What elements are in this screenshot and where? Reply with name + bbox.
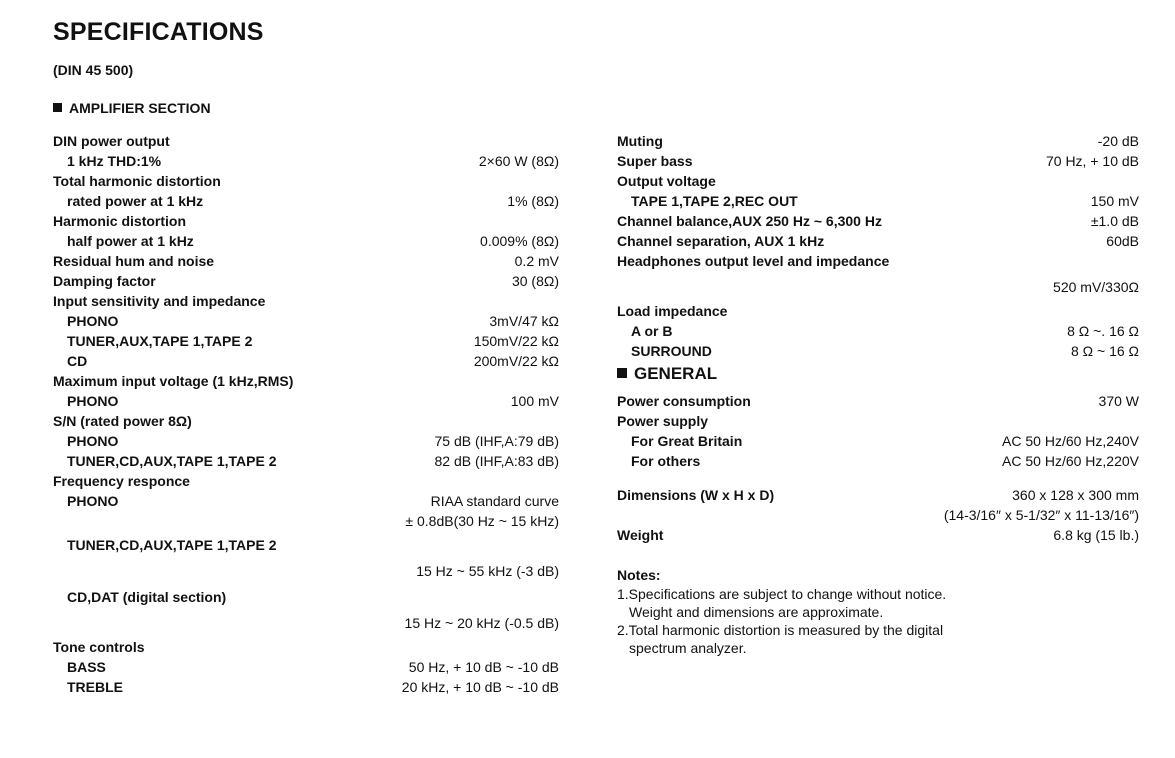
spec-row: TUNER,CD,AUX,TAPE 1,TAPE 2 82 dB (IHF,A:83 dB) bbox=[67, 453, 559, 469]
spec-row-power-consumption: Power consumption 370 W bbox=[617, 393, 1139, 409]
spec-row-load-impedance: Load impedance bbox=[617, 303, 728, 319]
spec-row: 1 kHz THD:1% 2×60 W (8Ω) bbox=[67, 153, 559, 169]
page-title: SPECIFICATIONS bbox=[53, 18, 264, 46]
spec-row-output-voltage: Output voltage bbox=[617, 173, 716, 189]
spec-row: PHONO 75 dB (IHF,A:79 dB) bbox=[67, 433, 559, 449]
spec-row-dimensions-inches: (14-3/16″ x 5-1/32″ x 11-13/16″) bbox=[943, 507, 1139, 523]
spec-row-a-or-b: A or B 8 Ω ~. 16 Ω bbox=[631, 323, 1139, 339]
spec-row: Total harmonic distortion bbox=[53, 173, 221, 189]
spec-row-channel-separation: Channel separation, AUX 1 kHz 60dB bbox=[617, 233, 1139, 249]
spec-row-channel-balance: Channel balance,AUX 250 Hz ~ 6,300 Hz ±1.0 dB bbox=[617, 213, 1139, 229]
spec-row: TREBLE 20 kHz, + 10 dB ~ -10 dB bbox=[67, 679, 559, 695]
spec-row: Harmonic distortion bbox=[53, 213, 187, 229]
right-spec-list bbox=[617, 131, 1139, 657]
spec-row: Maximum input voltage (1 kHz,RMS) bbox=[53, 373, 294, 389]
spec-row: half power at 1 kHz 0.009% (8Ω) bbox=[67, 233, 559, 249]
spec-row: DIN power output bbox=[53, 133, 170, 149]
standard-subtitle: (DIN 45 500) bbox=[53, 62, 134, 78]
amplifier-section-heading: AMPLIFIER SECTION bbox=[53, 100, 211, 116]
spec-row: CD 200mV/22 kΩ bbox=[67, 353, 559, 369]
spec-row-headphones-value: 520 mV/330Ω bbox=[1053, 279, 1139, 295]
spec-row: PHONO 100 mV bbox=[67, 393, 559, 409]
square-bullet-icon bbox=[617, 368, 627, 378]
spec-row: TUNER,CD,AUX,TAPE 1,TAPE 2 bbox=[67, 537, 277, 553]
amplifier-spec-list bbox=[53, 131, 559, 697]
spec-row-surround: SURROUND 8 Ω ~ 16 Ω bbox=[631, 343, 1139, 359]
spec-row: ± 0.8dB(30 Hz ~ 15 kHz) bbox=[405, 513, 559, 529]
spec-row-others: For others AC 50 Hz/60 Hz,220V bbox=[631, 453, 1139, 469]
spec-row: Residual hum and noise 0.2 mV bbox=[53, 253, 559, 269]
spec-row-great-britain: For Great Britain AC 50 Hz/60 Hz,240V bbox=[631, 433, 1139, 449]
spec-row-muting: Muting -20 dB bbox=[617, 133, 1139, 149]
spec-row: CD,DAT (digital section) bbox=[67, 589, 227, 605]
spec-row: 15 Hz ~ 20 kHz (-0.5 dB) bbox=[404, 615, 559, 631]
square-bullet-icon bbox=[53, 103, 62, 112]
spec-row: PHONO 3mV/47 kΩ bbox=[67, 313, 559, 329]
spec-row: TUNER,AUX,TAPE 1,TAPE 2 150mV/22 kΩ bbox=[67, 333, 559, 349]
spec-row: S/N (rated power 8Ω) bbox=[53, 413, 192, 429]
spec-row-tape-rec-out: TAPE 1,TAPE 2,REC OUT 150 mV bbox=[631, 193, 1139, 209]
spec-row: Input sensitivity and impedance bbox=[53, 293, 266, 309]
spec-row-weight: Weight 6.8 kg (15 lb.) bbox=[617, 527, 1139, 543]
spec-row: rated power at 1 kHz 1% (8Ω) bbox=[67, 193, 559, 209]
note-item: 1.Specifications are subject to change without notice. Weight and dimensions are approximate. bbox=[617, 586, 947, 620]
spec-row-headphones: Headphones output level and impedance bbox=[617, 253, 890, 269]
spec-row: Frequency responce bbox=[53, 473, 190, 489]
spec-row: Tone controls bbox=[53, 639, 145, 655]
spec-row: PHONO RIAA standard curve bbox=[67, 493, 559, 509]
notes-title: Notes: bbox=[617, 567, 661, 583]
spec-row: 15 Hz ~ 55 kHz (-3 dB) bbox=[416, 563, 559, 579]
spec-row: BASS 50 Hz, + 10 dB ~ -10 dB bbox=[67, 659, 559, 675]
spec-row-super-bass: Super bass 70 Hz, + 10 dB bbox=[617, 153, 1139, 169]
spec-row-dimensions: Dimensions (W x H x D) 360 x 128 x 300 mm bbox=[617, 487, 1139, 503]
spec-row-power-supply: Power supply bbox=[617, 413, 709, 429]
spec-row: Damping factor 30 (8Ω) bbox=[53, 273, 559, 289]
note-item: 2.Total harmonic distortion is measured by the digital spectrum analyzer. bbox=[617, 622, 944, 656]
general-section-heading: GENERAL bbox=[617, 363, 1139, 385]
